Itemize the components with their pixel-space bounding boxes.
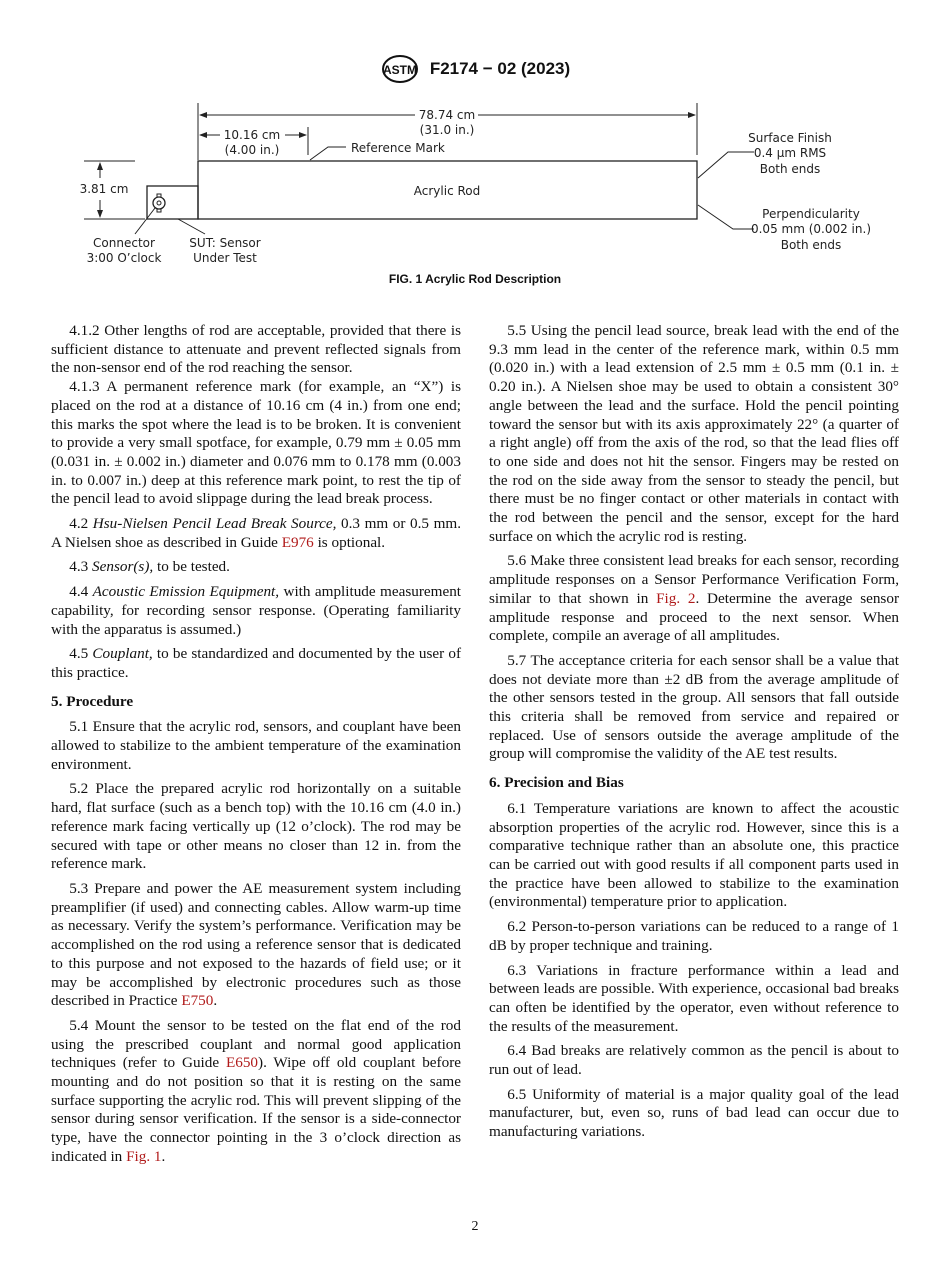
ref-dist-cm-label: 10.16 cm xyxy=(223,128,281,142)
para-text: 5.6 Make three consistent lead breaks for each sensor, recording amplitude responses on a Sensor Performance Verification Form, similar to that shown in xyxy=(489,552,899,607)
section-5-heading: 5. Procedure xyxy=(51,692,134,710)
reference-mark-label: Reference Mark xyxy=(351,141,445,155)
surface-finish-value: 0.4 µm RMS xyxy=(753,146,827,160)
right-column xyxy=(489,322,899,1148)
paragraph-5-1: 5.1 Ensure that the acrylic rod, sensors, and couplant have been allowed to stabilize to the ambient temperature of the examination environment. xyxy=(51,718,461,773)
paragraph-5-4 xyxy=(51,1017,461,1167)
paragraph-5-2: 5.2 Place the prepared acrylic rod horizontally on a suitable hard, flat surface (such as a bench top) with the 10.16 cm (4.0 in.) reference mark facing vertically up (12 o’clock). The rod may be secured with tape or other means no closer than 12 in. from the reference mark. xyxy=(51,780,461,873)
perpendicularity-ends: Both ends xyxy=(780,238,842,252)
link-e650[interactable]: E650 xyxy=(225,1054,259,1072)
page-header xyxy=(0,54,950,84)
sut-label: SUT: Sensor xyxy=(189,236,261,250)
term-pencil-lead-source: Hsu-Nielsen Pencil Lead Break Source, xyxy=(92,515,337,533)
paragraph-4-5 xyxy=(51,645,461,682)
term-ae-equipment: Acoustic Emission Equipment, xyxy=(92,583,280,601)
ref-dist-in-label: (4.00 in.) xyxy=(224,143,280,157)
paragraph-6-3: 6.3 Variations in fracture performance within a lead and between leads are possible. With experience, occasional bad breaks can often be identified by the operator, even without reference to the results of the measurement. xyxy=(489,961,899,1035)
total-length-in-label: (31.0 in.) xyxy=(419,123,475,137)
para-text: . Determine the average sensor amplitude response and proceed to the next sensor. When complete, compile an average of all amplitudes. xyxy=(489,589,899,645)
surface-finish-ends: Both ends xyxy=(759,162,821,176)
section-6-heading: 6. Precision and Bias xyxy=(489,774,624,792)
connector-label: Connector xyxy=(93,236,155,250)
link-fig-2[interactable]: Fig. 2 xyxy=(656,589,696,607)
paragraph-4-1-2: 4.1.2 Other lengths of rod are acceptable, provided that there is sufficient distance to attenuate and prevent reflected signals from the non-sensor end of the rod reaching the sensor. xyxy=(51,322,461,377)
paragraph-6-5: 6.5 Uniformity of material is a major quality goal of the lead manufacturer, but, even so, runs of bad lead can occur due to manufacturing variations. xyxy=(489,1085,899,1141)
link-e750[interactable]: E750 xyxy=(181,992,214,1010)
para-text: 5.4 Mount the sensor to be tested on the flat end of the rod using the prescribed couplant and normal good application techniques (refer to Guide xyxy=(51,1016,461,1072)
para-number: 4.2 xyxy=(69,515,93,533)
total-length-cm-label: 78.74 cm xyxy=(418,108,476,122)
perpendicularity-label: Perpendicularity xyxy=(762,207,860,221)
paragraph-6-2: 6.2 Person-to-person variations can be reduced to a range of 1 dB by proper technique and training. xyxy=(489,918,899,954)
sut-label-2: Under Test xyxy=(193,251,257,265)
sensor-shape xyxy=(147,186,198,219)
para-text: with amplitude measurement capability, for recording sensor response. (Operating familiarity with the apparatus is assumed.) xyxy=(51,583,462,638)
figure-acrylic-rod xyxy=(0,95,950,275)
paragraph-6-4: 6.4 Bad breaks are relatively common as the pencil is about to run out of lead. xyxy=(489,1042,899,1079)
paragraph-5-5: 5.5 Using the pencil lead source, break lead with the end of the 9.3 mm lead in the center of the reference mark, within 0.5 mm (0.020 in.) with a lead extension of 2.5 mm ± 0.5 mm (0.1 in. ± 0.20 in.). A Nielsen shoe may be used to obtain a consistent 30° angle between the lead and the surface. Hold the pencil pointing toward the sensor but with its axis approximately 22° (a quarter of a right angle) off from the axis of the rod, so that the lead flies off to one side and does not hit the sensor. Fingers may be rested on the rod on the side away from the sensor to steady the pencil, but there must be no finger contact or other materials in contact with the rod between the pencil and the sensor, except for the hard surface on which the acrylic rod is resting. xyxy=(489,322,899,545)
astm-logo-icon xyxy=(380,54,420,84)
para-text: ). Wipe off old couplant before mounting and do not position so that it is resting on the same surface supporting the acrylic rod. This will prevent slipping of the sensor during sensor verification. If the sensor is a side-connector type, have the connector pointing in the 3 o’clock direction as indicated in xyxy=(51,1054,461,1165)
paragraph-5-6 xyxy=(489,552,899,646)
document-designation: F2174 − 02 (2023) xyxy=(429,59,571,78)
para-number: 4.3 xyxy=(69,558,93,576)
para-text: to be standardized and documented by the user of this practice. xyxy=(51,645,461,681)
paragraph-5-7: 5.7 The acceptance criteria for each sensor shall be a value that does not deviate more than ±2 dB from the average amplitude of the other sensors tested in the group. All sensors that fall outside this criteria shall be removed from service and repaired or replaced. Use of sensors outside the average amplitude of the group will compromise the validity of the AE test results. xyxy=(489,651,899,763)
link-e976[interactable]: E976 xyxy=(281,533,314,551)
paragraph-4-3 xyxy=(51,558,461,577)
term-sensors: Sensor(s), xyxy=(92,558,154,576)
surface-finish-label: Surface Finish xyxy=(748,131,832,145)
para-number: 4.4 xyxy=(69,583,93,601)
figure-caption: FIG. 1 Acrylic Rod Description xyxy=(388,272,562,286)
paragraph-4-2 xyxy=(51,515,461,552)
para-text: . xyxy=(161,1147,166,1165)
paragraph-6-1: 6.1 Temperature variations are known to affect the acoustic absorption properties of the acrylic rod. However, since this is a comparative technique rather than an absolute one, this practice can be carried out with good results if all component parts used in the practice have been allowed to stabilize to the examination (environmental) temperature prior to application. xyxy=(489,799,899,911)
svg-text:ASTM: ASTM xyxy=(382,63,417,77)
para-text: 0.3 mm or 0.5 mm. A Nielsen shoe as described in Guide xyxy=(51,515,462,551)
para-text: is optional. xyxy=(313,533,386,551)
perpendicularity-value: 0.05 mm (0.002 in.) xyxy=(750,222,872,236)
para-text: . xyxy=(213,992,218,1010)
link-fig-1[interactable]: Fig. 1 xyxy=(126,1147,162,1165)
connector-icon xyxy=(153,194,165,212)
connector-position-label: 3:00 O’clock xyxy=(86,251,162,265)
rod-diagram xyxy=(0,95,950,275)
paragraph-5-3 xyxy=(51,880,461,1011)
left-column xyxy=(51,322,461,1173)
para-text: 5.3 Prepare and power the AE measurement system including preamplifier (if used) and connecting cables. Allow warm-up time as necessary. Verify the system’s performance. Verification may be accomplished on the rod using a reference sensor that is dedicated to this purpose and not exposed to the hazards of field use; or it may be accomplished by electronic procedures such as those described in Practice xyxy=(51,879,461,1010)
diameter-label: 3.81 cm xyxy=(79,182,129,196)
para-number: 4.5 xyxy=(69,645,93,663)
paragraph-4-4 xyxy=(51,583,461,639)
term-couplant: Couplant, xyxy=(92,645,153,663)
page-number: 2 xyxy=(471,1219,479,1234)
paragraph-4-1-3: 4.1.3 A permanent reference mark (for example, an “X”) is placed on the rod at a distance of 10.16 cm (4 in.) from one end; this marks the spot where the lead is to be broken. It is convenient to provide a very small spotface, for example, 0.79 mm ± 0.05 mm (0.031 in. ± 0.002 in.) diameter and 0.076 mm to 0.178 mm (0.003 in. to 0.007 in.) deep at this reference mark point, to rest the tip of the pencil lead to avoid slippage during the lead break process. xyxy=(51,378,461,508)
para-text: to be tested. xyxy=(153,558,230,576)
acrylic-rod-label: Acrylic Rod xyxy=(413,184,481,198)
